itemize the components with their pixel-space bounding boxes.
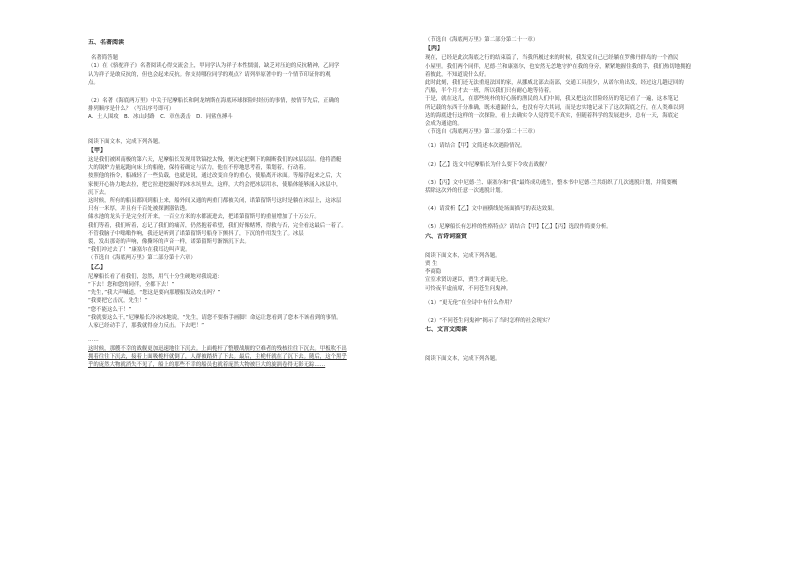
passage-line: 尼摩船长看了看我们，忽然，用气十分生硬地对我说道： <box>88 273 223 280</box>
left-column <box>88 38 425 369</box>
passage-line: 按照他的指令，船减轻了一些负载，也就是说，通过改变自身的重心，使船离开冰面。等船浮起来之后，大 <box>88 173 342 180</box>
passage-line: 大的锅炉力量起跑向床上的船舱，保持着确定与活力，他在不停地思考着，策划着，行动着。 <box>88 165 310 172</box>
passage-line: 我们等着，我们听着，忘记了我们的痛苦，仍然抱着希望，我们好像赌博，得救与否，完全看这最后一着了。 <box>88 222 347 229</box>
passage-line: 于是，就在这儿，在那些纯朴的好心肠的渔民的人们中间，我又把这次冒险经历的笔记看了一遍，这本笔记 <box>425 96 679 103</box>
passage-jia-label: 【甲】 <box>88 146 107 154</box>
passage-line: 达的海底进行这样的一次探险，看上去确实令人觉得荒不真实，但随着科学的发展进步，总有一天，海底定 <box>425 112 679 119</box>
poem-line: 可怜夜半虚前席，不问苍生问鬼神。 <box>425 285 512 292</box>
passage-line: 这是我们被困南极的第六天，尼摩船长发现用铁镐挖太慢，便决定把剩下的隔断我们的冰层层层。他将潜艇 <box>88 157 342 164</box>
passage-source: （节选自《海底两万里》第二部分第十六章） <box>88 255 196 262</box>
passage-line: 家便开心协力地去拉，把它拉进挖掘好的冰水坑里去，这样，大约会把冰层用水，使船体能够涌入冰层中， <box>88 181 342 188</box>
underlined-line: 这时候，那艘不幸的战舰更加迅速地往下沉去。上面桅杆了整艘战舰的空难者的残核往往下沉去。甲板吹不出 <box>88 345 347 352</box>
poem-question-2: （2）“不问苍生问鬼神”揭示了当时怎样的社会现实？ <box>425 318 553 325</box>
q1-line: 点。 <box>88 79 99 86</box>
reading-question-3: （3）【丙】文中尼德·兰、康塞尔和“我”最终成功逃生，整本书中尼德·兰共组织了几次逃脱计划，并简要概 <box>425 179 678 186</box>
passage-line: 只有一米厚，并且有千百处被探测器钻透。 <box>88 206 191 213</box>
passage-line: 沉下去。 <box>88 189 110 196</box>
passage-line: 会成为通途的。 <box>425 121 463 128</box>
q2-line: 排列顺序是什么？（写出序号即可） <box>88 106 175 113</box>
poem-line: 宣室求贤访逐臣，贾生才调更无伦。 <box>425 277 512 284</box>
section-title-reading: 五、名著阅读 <box>88 39 125 46</box>
passage-line: 裂，发出那奇的声响，像撕坏的声音一样，诺第留斯号渐渐沉下去。 <box>88 239 250 246</box>
poem-author: 李商隐 <box>425 269 442 276</box>
passage-yi-label: 【乙】 <box>88 263 107 271</box>
q1-line: 认为祥子是敢反抗的，但也会起来反抗。你支持哪位同学的观点？请列举原著中的一个情节印证你的观 <box>88 71 331 78</box>
passage-line: “我就要这么干，”尼摩船长冷冰冰地说，“先生，请您不要指手画脚！命运让您看到了您本不该看到的事情。 <box>88 314 342 321</box>
q2-line: （2）名著《海底两万里》中关于尼摩船长和阿龙纳斯在海底环球探险时经历的事情，按情节先后，正确的 <box>88 98 340 105</box>
passage-line: 此时此刻，我们还无法重返法国的家，从挪威北部去南部，交通工具很少，从诺尔角出发，经过这几趟迂回的 <box>425 80 684 87</box>
reading-question-2: （2）【乙】选文中尼摩船长为什么要下令攻击战舰？ <box>425 161 550 168</box>
poem-title: 贾 生 <box>425 261 438 268</box>
passage-line: 储水池的龙头于是完全打开来，一百立方米的水都流进去，把诺第留斯号的重量增加了十万公斤。 <box>88 214 320 221</box>
passage-line: 不管我脑子中嗡嗡作响，我还是听到了诺第留斯号船身下颤抖了，下沉的作用发生了。冰层 <box>88 230 304 237</box>
passage-line: 小屋里。我们两个同伴，尼德·兰和康塞尔，也安然无恙地守护在我的身旁，紧紧地握住我的手，我们热切地拥抱 <box>425 63 691 70</box>
q2-options: A．土人围攻 B．冰山封路 C．章鱼袭击 D．同鲨鱼搏斗 <box>88 114 233 121</box>
section-title-classical: 七、文言文阅读 <box>425 326 468 334</box>
passage-line: 着彼此，不知道说什么好。 <box>425 71 490 78</box>
passage-line: “下去！您和您的同伴，全都下去！” <box>88 282 175 289</box>
underlined-line: 乎的庞然大物就消失不见了，船上的那些不幸的船员也就着庞然大物被巨大的旋涡卷得无影无踪…… <box>88 361 326 368</box>
reading-question-3: 括除这次外的任意一次逃脱计划。 <box>425 188 506 195</box>
reading-instruction: 阅读下面文本，完成下列各题。 <box>425 356 501 363</box>
passage-line: “我要把它击沉，先生！” <box>88 298 148 305</box>
question-title: 名著简答题 <box>91 55 118 62</box>
right-column <box>425 36 762 364</box>
underlined-line: 拥着往往下沉去，接着上面吸桅杆就倒了，人群被踏挤了下去。最后，主桅杆就在了沉下去。随后，这个黑乎 <box>88 353 347 360</box>
passage-line: 现在，已经是此次海底之行的结束篇了，当我所履过来的时候，我发觉自己已经躺在罗佛丹群岛的一个渔民 <box>425 55 679 62</box>
passage-bing-label: 【丙】 <box>425 45 444 53</box>
passage-line: “先生，”我大声喊道，“您这是要向那艘船发动攻击吗？” <box>88 290 221 297</box>
reading-question-5: （5）尼摩船长有怎样的性格特点？请结合【甲】【乙】【丙】选段作简要分析。 <box>425 224 612 231</box>
passage-line: “我们冲过去了！”康塞尔在我耳边叫声说。 <box>88 247 191 254</box>
passage-line: 汽船，半个月才去一班，所以我们只有耐心地等待着。 <box>425 88 555 95</box>
reading-question-1: （1）请结合【甲】文简述本次遇险情况。 <box>425 143 526 150</box>
passage-line: 这时候，所有的船员都回到船上来，船外间又通的两重门都被关闭，诺第留斯号这时是躺在冰层上，这冰层 <box>88 198 342 205</box>
reading-question-4: （4）请赏析【乙】文中画横线处场面描写的表达效果。 <box>425 206 558 213</box>
reading-instruction: 阅读下面文本，完成下列各题。 <box>88 138 164 145</box>
passage-line: 人家已经动手了，那我就得奋力反击。下去吧！” <box>88 323 204 330</box>
passage-line: “您不能这么干！” <box>88 306 132 313</box>
reading-instruction: 阅读下面文本，完成下列各题。 <box>425 252 501 259</box>
passage-line: 所记载的东西千分准确，既未遗漏什么，也没有夸大其词，而是忠实地记录下了这次海底之行，在人类难以到 <box>425 104 684 111</box>
passage-source: （节选自《海底两万里》第二部分第二十一章） <box>425 37 539 43</box>
ellipsis: …… <box>88 337 99 344</box>
poem-question-1: （1）“更无伦”在全诗中有什么作用？ <box>425 299 515 306</box>
q1-line: （1）在《骆驼祥子》名著阅读心得交流会上，甲同学认为祥子本性懦弱，缺乏对压迫的反抗精神，乙同学 <box>88 63 340 70</box>
passage-source: （节选自《海底两万里》第二部分第二十三章） <box>425 129 539 136</box>
section-title-poetry: 六、古诗词鉴赏 <box>425 232 468 240</box>
